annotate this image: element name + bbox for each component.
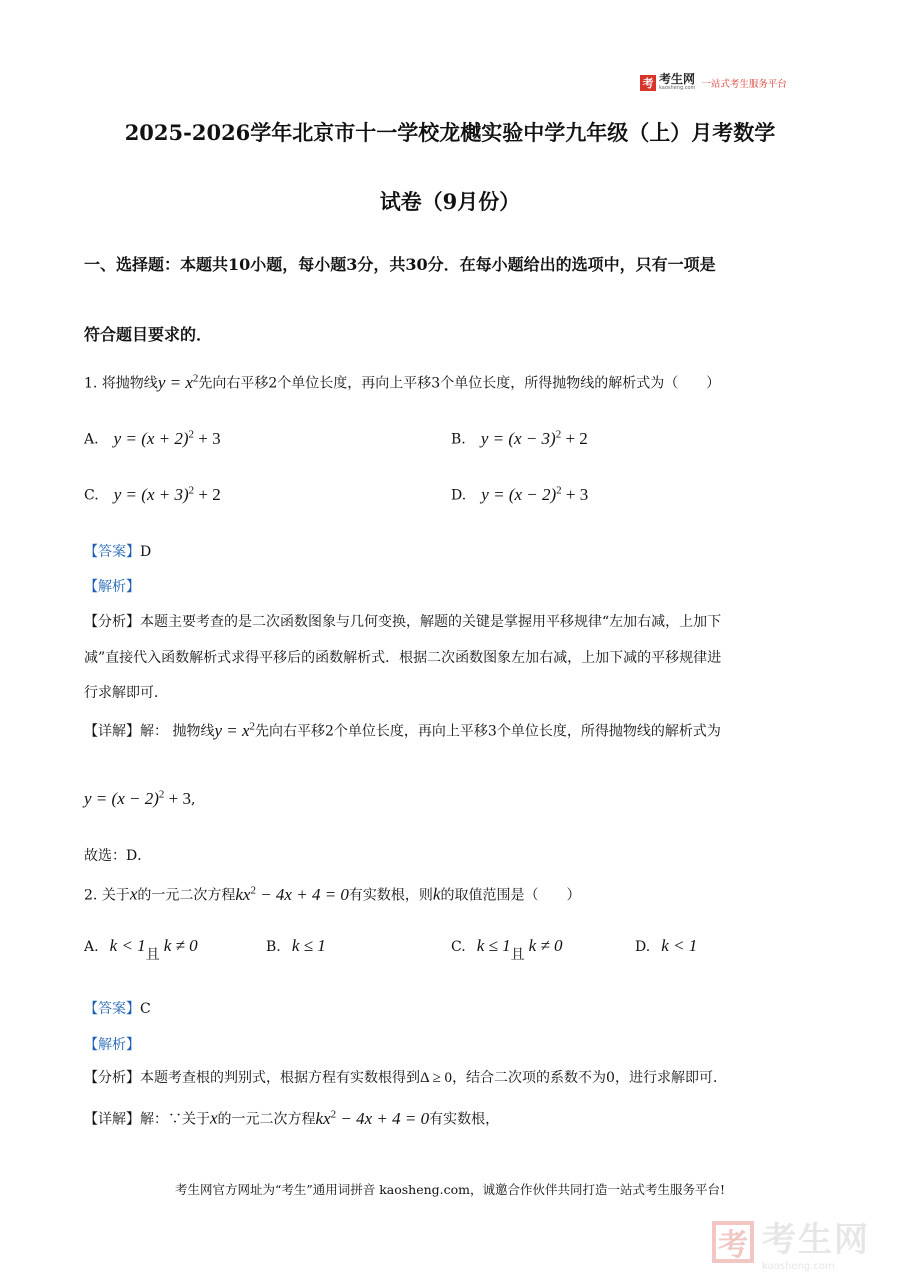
section-heading-line1: 一、选择题：本题共10小题，每小题3分，共30分．在每小题给出的选项中，只有一项是: [84, 255, 716, 274]
logo-slogan: 一站式考生服务平台: [701, 78, 787, 90]
q1-pre: 将抛物线: [101, 375, 158, 392]
logo-name: 考生网: [659, 72, 696, 86]
option-formula-a: k < 1: [109, 936, 146, 955]
q1-fenxi-line1: [84, 611, 721, 631]
watermark-domain: kaosheng.com: [762, 1261, 835, 1272]
q2-pre: 关于: [101, 887, 130, 904]
q2-option-c[interactable]: [451, 936, 563, 963]
q1-option-d[interactable]: [451, 484, 588, 505]
q1-choose: 故选：D．: [84, 848, 152, 864]
detail-pre: 解：∵关于: [140, 1111, 210, 1128]
detail-post: 先向右平移2个单位长度，再向上平移3个单位长度，所得抛物线的解析式为: [255, 723, 721, 740]
fenxi-formula: Δ ≥ 0: [420, 1070, 453, 1086]
q2-option-a[interactable]: [84, 936, 198, 963]
detail-equation: $kx^2 - 4x + 4 = 0$: [315, 1108, 430, 1128]
section-heading-line2: 符合题目要求的．: [84, 325, 213, 344]
q1-post: 先向右平移2个单位长度，再向上平移3个单位长度，所得抛物线的解析式为（ ）: [198, 375, 721, 392]
option-label: C.: [84, 487, 99, 504]
q2-equation: $kx^2 - 4x + 4 = 0$: [235, 884, 349, 904]
q1-detail-line1: [84, 720, 721, 741]
option-formula-a: k < 1: [661, 936, 698, 955]
option-formula: $y = (x + 3)^2 + 2$: [113, 484, 221, 504]
detail-pre: 解： 抛物线: [140, 723, 215, 740]
option-formula: $y = (x - 2)^2 + 3$: [481, 484, 589, 504]
detail-var-x: x: [210, 1108, 218, 1128]
fenxi-tag: 【分析】: [84, 1070, 140, 1086]
q1-analysis-tag: 【解析】: [84, 579, 140, 595]
answer-value: C: [140, 1001, 151, 1017]
watermark: [712, 1212, 870, 1272]
q2-answer: [84, 998, 151, 1018]
option-label: A.: [84, 939, 99, 955]
fenxi-post: ，结合二次项的系数不为0，进行求解即可．: [452, 1070, 727, 1086]
q2-var-k: k: [432, 884, 441, 904]
result-formula: $y = (x - 2)^2 + 3$: [84, 788, 191, 808]
q2-analysis-tag: 【解析】: [84, 1037, 140, 1053]
q1-answer: [84, 541, 151, 561]
option-and: 且: [145, 947, 160, 963]
q1-fenxi-line2: 减”直接代入函数解析式求得平移后的函数解析式．根据二次函数图象左加右减，上加下减的平移规律进: [84, 650, 722, 666]
watermark-text: 考生网: [762, 1220, 870, 1260]
option-and: 且: [510, 947, 525, 963]
option-formula: $y = (x - 3)^2 + 2$: [480, 428, 588, 448]
option-label: B.: [451, 431, 466, 448]
option-label: A.: [84, 431, 99, 448]
detail-post: 有实数根，: [429, 1111, 500, 1128]
option-label: D.: [451, 487, 467, 504]
answer-value: D: [140, 544, 152, 560]
watermark-logo-icon: 考: [712, 1221, 754, 1263]
option-label: B.: [266, 939, 281, 955]
option-formula-a: k ≤ 1: [476, 936, 511, 955]
logo-domain: kaosheng.com: [659, 85, 696, 91]
question-number: 1.: [84, 375, 98, 392]
option-label: D.: [635, 939, 651, 955]
q2-option-b[interactable]: [266, 936, 326, 956]
q1-detail-result: [84, 788, 195, 809]
q2-post2: 的取值范围是（ ）: [440, 887, 581, 904]
fenxi-text: 本题主要考查的是二次函数图象与几何变换，解题的关键是掌握用平移规律“左加右减，上加下: [140, 614, 722, 630]
q1-option-b[interactable]: [451, 428, 588, 449]
q2-option-d[interactable]: [635, 936, 697, 956]
q2-mid: 的一元二次方程: [137, 887, 236, 904]
q1-option-a[interactable]: [84, 428, 221, 449]
detail-mid: 的一元二次方程: [217, 1111, 316, 1128]
answer-tag: 【答案】: [84, 1001, 140, 1017]
q1-formula: $y = x^2$: [157, 372, 199, 392]
q1-option-c[interactable]: [84, 484, 221, 505]
q2-detail: [84, 1108, 499, 1129]
option-formula: $y = (x + 2)^2 + 3$: [113, 428, 221, 448]
page-title-line2: 试卷（9月份）: [379, 189, 521, 214]
q2-fenxi: [84, 1067, 727, 1087]
detail-tag: 【详解】: [84, 723, 140, 740]
q2-post: 有实数根，则: [348, 887, 433, 904]
fenxi-pre: 本题考查根的判别式，根据方程有实数根得到: [140, 1070, 420, 1086]
option-formula-b: k ≠ 0: [528, 936, 563, 955]
question-1-stem: [84, 372, 720, 393]
detail-tag: 【详解】: [84, 1111, 140, 1128]
detail-formula: $y = x^2$: [214, 720, 256, 740]
option-formula-b: k ≠ 0: [163, 936, 198, 955]
header-logo: [640, 74, 787, 91]
fenxi-tag: 【分析】: [84, 614, 140, 630]
answer-tag: 【答案】: [84, 544, 140, 560]
q2-var-x: x: [129, 884, 138, 904]
option-label: C.: [451, 939, 466, 955]
logo-mark-icon: 考: [640, 75, 656, 91]
question-number: 2.: [84, 887, 98, 904]
result-comma: ,: [190, 791, 196, 808]
option-formula-a: k ≤ 1: [291, 936, 326, 955]
question-2-stem: [84, 884, 580, 905]
page-title-line1: 2025-2026学年北京市十一学校龙樾实验中学九年级（上）月考数学: [124, 120, 776, 145]
q1-fenxi-line3: 行求解即可．: [84, 685, 168, 701]
page-footer: 考生网官方网址为“考生”通用词拼音 kaosheng.com，诚邀合作伙伴共同打造一站式考生服务平台!: [174, 1182, 726, 1197]
